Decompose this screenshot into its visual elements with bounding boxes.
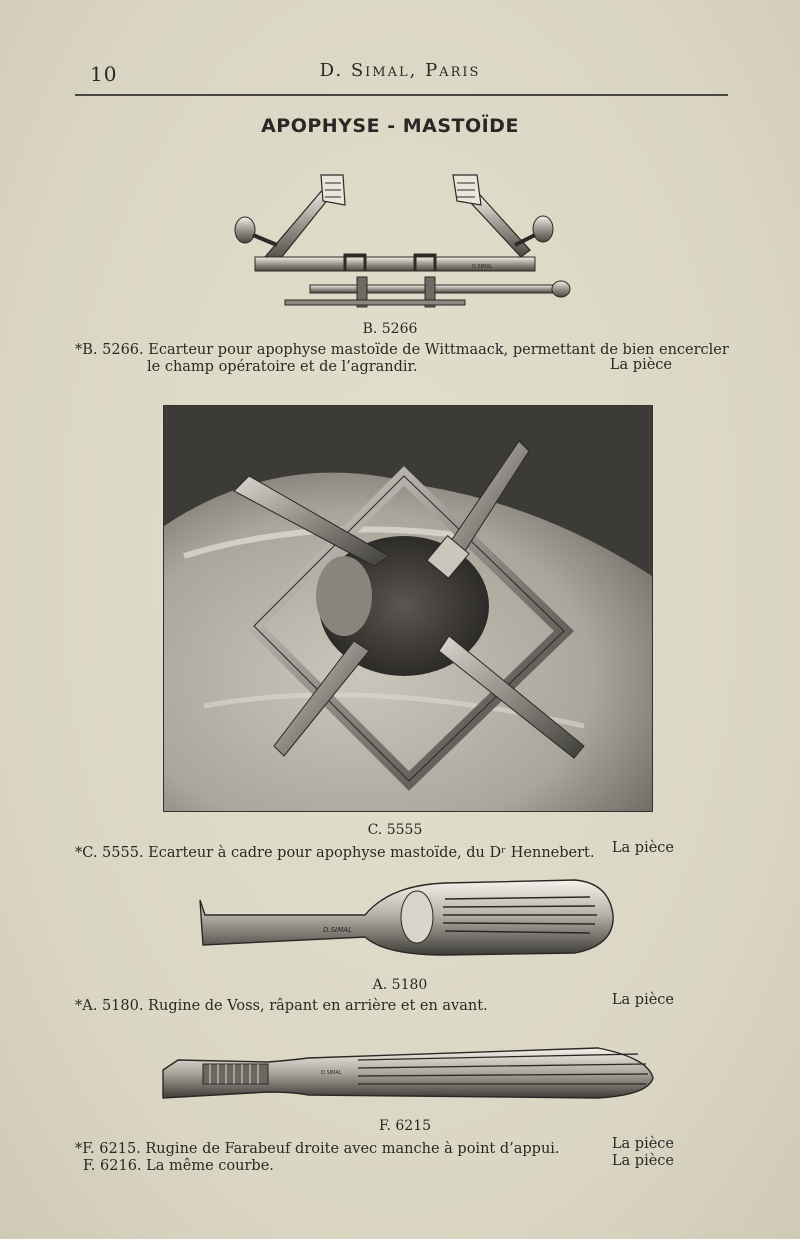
description-line: *B. 5266. Ecarteur pour apophyse mastoïde de Wittmaack, permettant de bien encercler	[75, 342, 729, 358]
page-number: 10	[90, 62, 118, 86]
engraving-label: D.SIMAL	[321, 1070, 342, 1076]
figure-caption-f6215: F. 6215	[378, 1118, 432, 1134]
price-line: La pièce	[611, 1136, 674, 1152]
header-rule	[75, 94, 728, 96]
farabeuf-rugine-illustration	[158, 1040, 658, 1102]
engraving-label: D.SIMAL	[472, 264, 493, 270]
voss-rugine-illustration	[195, 875, 620, 960]
price-label: La pièce	[611, 840, 674, 856]
section-title: APOPHYSE - MASTOÏDE	[261, 115, 519, 137]
description-line: *F. 6215. Rugine de Farabeuf droite avec manche à point d’appui.	[75, 1141, 560, 1157]
item-description-f6215	[75, 1141, 560, 1175]
item-description-c5555: *C. 5555. Ecarteur à cadre pour apophyse mastoïde, du Dʳ Hennebert.	[75, 845, 595, 861]
price-label: La pièce	[609, 357, 672, 373]
price-line: La pièce	[611, 1153, 674, 1169]
figure-caption-c5555: C. 5555	[367, 822, 423, 838]
figure-caption-a5180: A. 5180	[372, 977, 428, 993]
running-header: D. Simal, Paris	[319, 60, 481, 81]
description-line: le champ opératoire et de l’agrandir.	[147, 359, 418, 375]
description-line: F. 6216. La même courbe.	[83, 1158, 274, 1174]
price-label: La pièce	[611, 992, 674, 1008]
engraving-label: D.SIMAL	[323, 926, 352, 934]
retractor-illustration	[225, 165, 585, 315]
surgical-photograph	[163, 405, 653, 812]
item-description-a5180: *A. 5180. Rugine de Voss, râpant en arrière et en avant.	[75, 998, 488, 1014]
figure-caption-b5266: B. 5266	[362, 321, 418, 337]
price-label	[584, 1136, 674, 1170]
